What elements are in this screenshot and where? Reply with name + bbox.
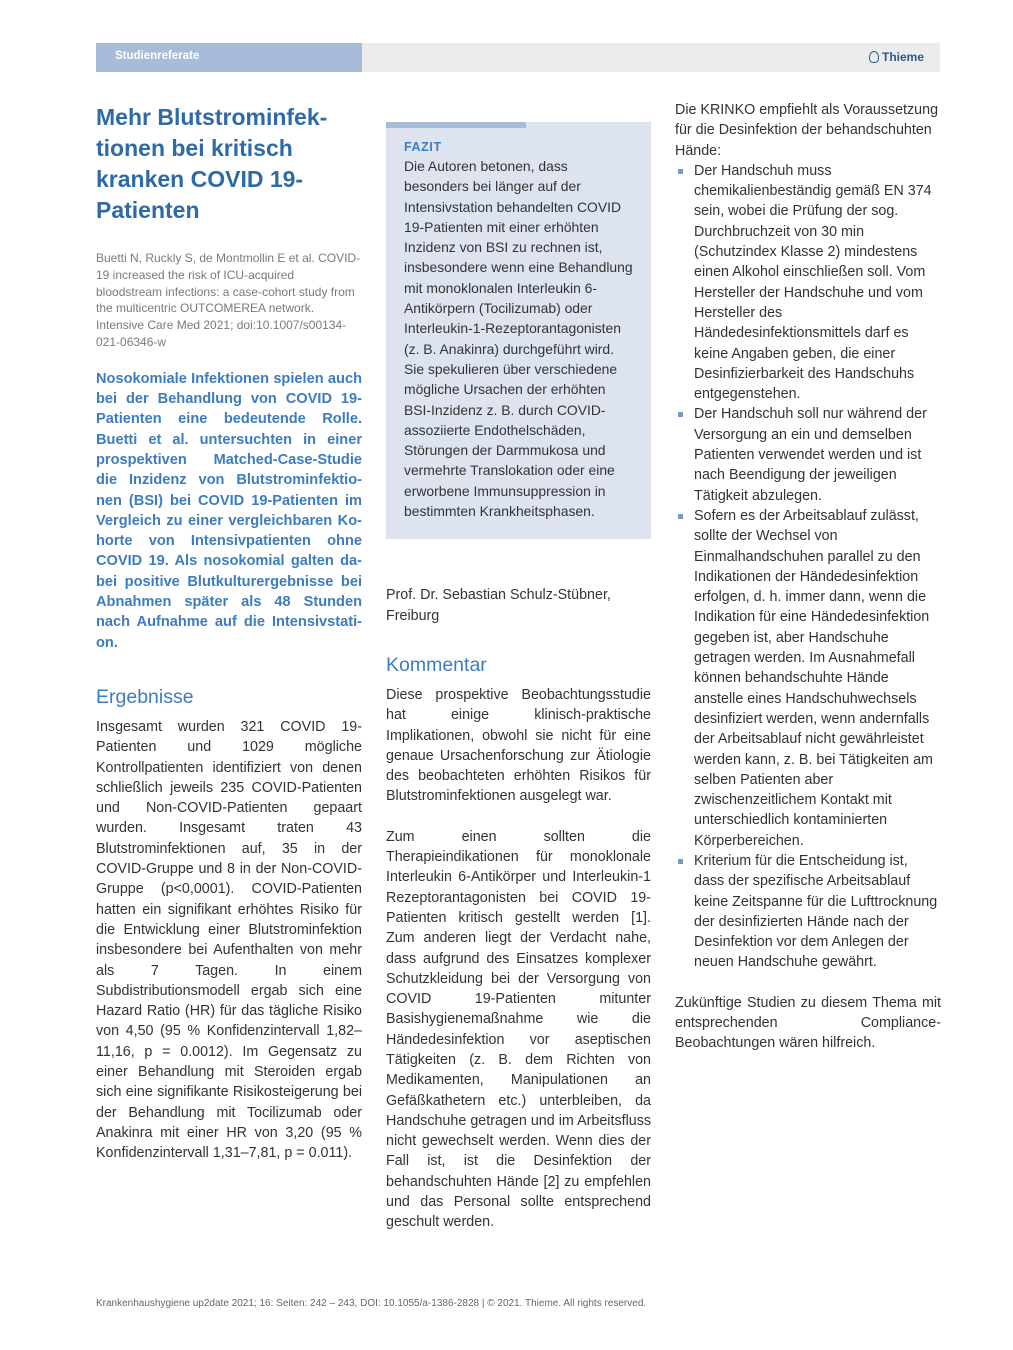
author-city: Freiburg — [386, 607, 440, 624]
brand-name: Thieme — [881, 50, 924, 64]
fazit-heading: FAZIT — [404, 140, 442, 154]
krinko-list — [675, 161, 941, 973]
list-item: Der Handschuh muss chemikalienbeständig gemäß EN 374 sein, wobei die Prüfung der sog. Durchbruchzeit von 30 min (Schutzindex Klasse 2) mindestens einen Alkohol einschließen soll. Vom Hersteller der Handschuhe und vom Hersteller des Händedesinfektionsmittels darf es keine Angaben geben, die einer Desinfizierbarkeit des Handschuhs entgegenstehen. — [675, 161, 941, 405]
thieme-logo-icon — [869, 51, 879, 63]
fazit-accent-bar — [386, 122, 526, 128]
results-heading: Ergebnisse — [96, 685, 194, 708]
closing-paragraph: Zukünftige Studien zu diesem Thema mit entsprechenden Compliance-Beobachtungen wären hilfreich. — [675, 994, 941, 1052]
column-middle — [386, 100, 651, 1233]
comment-paragraph: Diese prospektive Beobachtungsstudie hat einige klinisch-praktische Implikationen, obwohl sie nicht für eine genaue Ursachenforschung zur Ätiologie des beobachteten erhöhten Risikos für Blutstrominfektionen ausgelegt war. — [386, 686, 651, 805]
comment-heading: Kommentar — [386, 653, 487, 676]
brand-logo — [869, 50, 924, 64]
article-citation: Buetti N, Ruckly S, de Montmollin E et al. COVID-19 increased the risk of ICU-acquired bloodstream infections: a case-cohort study from the multicentric OUTCOMEREA network. Intensive Care Med 2021; doi:10.1007/s00134-021-06346-w — [96, 251, 361, 349]
article-abstract: Nosokomiale Infektionen spielen auch bei der Behandlung von COVID 19-Patienten eine bedeutende Rolle. Buetti et al. untersuchten in einer prospektiven Matched-Case-Studie die Inzidenz von Blutstrominfektio-nen (BSI) bei COVID 19-Patienten im Vergleich zu einer vergleichbaren Ko-horte von Intensivpatienten ohne COVID 19. Als nosokomial galten da-bei positive Blutkulturergebnisse bei Abnahmen später als 48 Stunden nach Aufnahme auf die Intensivstati-on. — [96, 370, 362, 651]
fazit-paragraph: Sie spekulieren über verschiedene mögliche Ursachen der erhöhten BSI-Inzidenz z. B. durch COVID-assoziierte Endothelschäden, Störungen der Darmmukosa und vermehrte Translokation oder eine erworbene Immunsuppression in bestimmten Krankheitsphasen. — [404, 360, 618, 520]
brand-header-bar — [362, 43, 940, 72]
page-footer: Krankenhaushygiene up2date 2021; 16: Seiten: 242 – 243, DOI: 10.1055/a-1386-2828 | © 2021. Thieme. All rights reserved. — [96, 1298, 647, 1309]
column-right — [675, 100, 941, 1054]
fazit-paragraph: Die Autoren betonen, dass besonders bei länger auf der Intensivstation behandelten COVID 19-Patienten mit einer erhöhten Inzidenz von BSI zu rechnen ist, insbesondere wenn eine Behandlung mit monoklonalen Interleukin 6-Antikörpern (Tocilizumab) oder Interleukin-1-Rezeptorantagonisten (z. B. Anakinra) durchgeführt wird. — [404, 158, 633, 357]
results-text: Insgesamt wurden 321 COVID 19-Patienten und 1029 mögliche Kontrollpatienten identifiziert von denen schließlich jeweils 235 COVID-Patienten und Non-COVID-Patienten gepaart wurden. Insgesamt traten 43 Blutstrominfektionen auf, 35 in der COVID-Gruppe und 8 in der Non-COVID-Gruppe (p<0,0001). COVID-Patienten hatten ein signifikant erhöhtes Risiko für die Entwicklung einer Blutstrominfektion insbesondere bei Aufenthalten von mehr als 7 Tagen. In einem Subdistributionsmodell ergab sich eine Hazard Ratio (HR) für das tägliche Risiko von 4,50 (95 % Konfidenzintervall 1,82–11,16, p = 0.0012). Im Gegensatz zu einer Behandlung mit Steroiden ergab sich eine signifikante Risikosteigerung bei der Behandlung mit Tocilizumab oder Anakinra mit einer HR von 3,20 (95 % Konfidenzintervall 1,31–7,81, p = 0.011). — [96, 718, 362, 1162]
list-item: Kriterium für die Entscheidung ist, dass der spezifische Arbeitsablauf keine Zeitspanne für die Lufttrocknung der desinfizierten Hände nach der Desinfektion vor dem Anlegen der neuen Handschuhe gewährt. — [675, 851, 941, 973]
krinko-intro: Die KRINKO empfiehlt als Voraussetzung für die Desinfektion der behandschuhten Hände: — [675, 102, 939, 159]
column-left — [96, 100, 362, 1163]
list-item: Der Handschuh soll nur während der Versorgung an ein und demselben Patienten verwendet werden und ist nach Beendigung der jeweiligen Tätigkeit abzulegen. — [675, 404, 941, 505]
section-label: Studienreferate — [115, 50, 200, 62]
fazit-box — [386, 122, 651, 539]
list-item: Sofern es der Arbeitsablauf zulässt, sollte der Wechsel von Einmalhandschuhen parallel zu den Indikationen der Händedesinfektion erfolgen, d. h. immer dann, wenn die Indikation für eine Händedesinfektion gegeben ist, aber Handschuhe getragen werden. Im Ausnahmefall können behandschuhte Hände anstelle eines Handschuhwechsels desinfiziert werden, wenn andernfalls der Arbeitsablauf nicht gewährleistet werden kann, z. B. bei Tätigkeiten am selben Patienten aber zwischenzeitlichem Kontakt mit unterschiedlich kontaminierten Körperbereichen. — [675, 506, 941, 851]
comment-paragraph: Zum einen sollten die Therapieindikationen für monoklonale Interleukin 6-Antikörper und Interleukin-1 Rezeptorantagonisten bei COVID 19-Patienten kritisch gestellt werden [1]. Zum anderen liegt der Verdacht nahe, dass aufgrund des Einsatzes komplexer Schutzkleidung bei der Versorgung von COVID 19-Patienten mitunter Basishygienemaßnahme wie die Händedesinfektion vor aseptischen Tätigkeiten (z. B. dem Richten von Medikamenten, Manipulationen an Gefäßkathetern etc.) unterbleiben, da Handschuhe getragen und im Arbeitsfluss nicht gewechselt werden. Wenn dies der Fall ist, ist die Desinfektion der behandschuhten Hände [2] zu empfehlen und das Personal sollte entsprechend geschult werden. — [386, 828, 651, 1231]
author-name: Prof. Dr. Sebastian Schulz-Stübner, — [386, 587, 611, 604]
article-title: Mehr Blutstrominfek-tionen bei kritisch kranken COVID 19-Patienten — [96, 104, 328, 223]
section-header-bar — [96, 43, 362, 72]
